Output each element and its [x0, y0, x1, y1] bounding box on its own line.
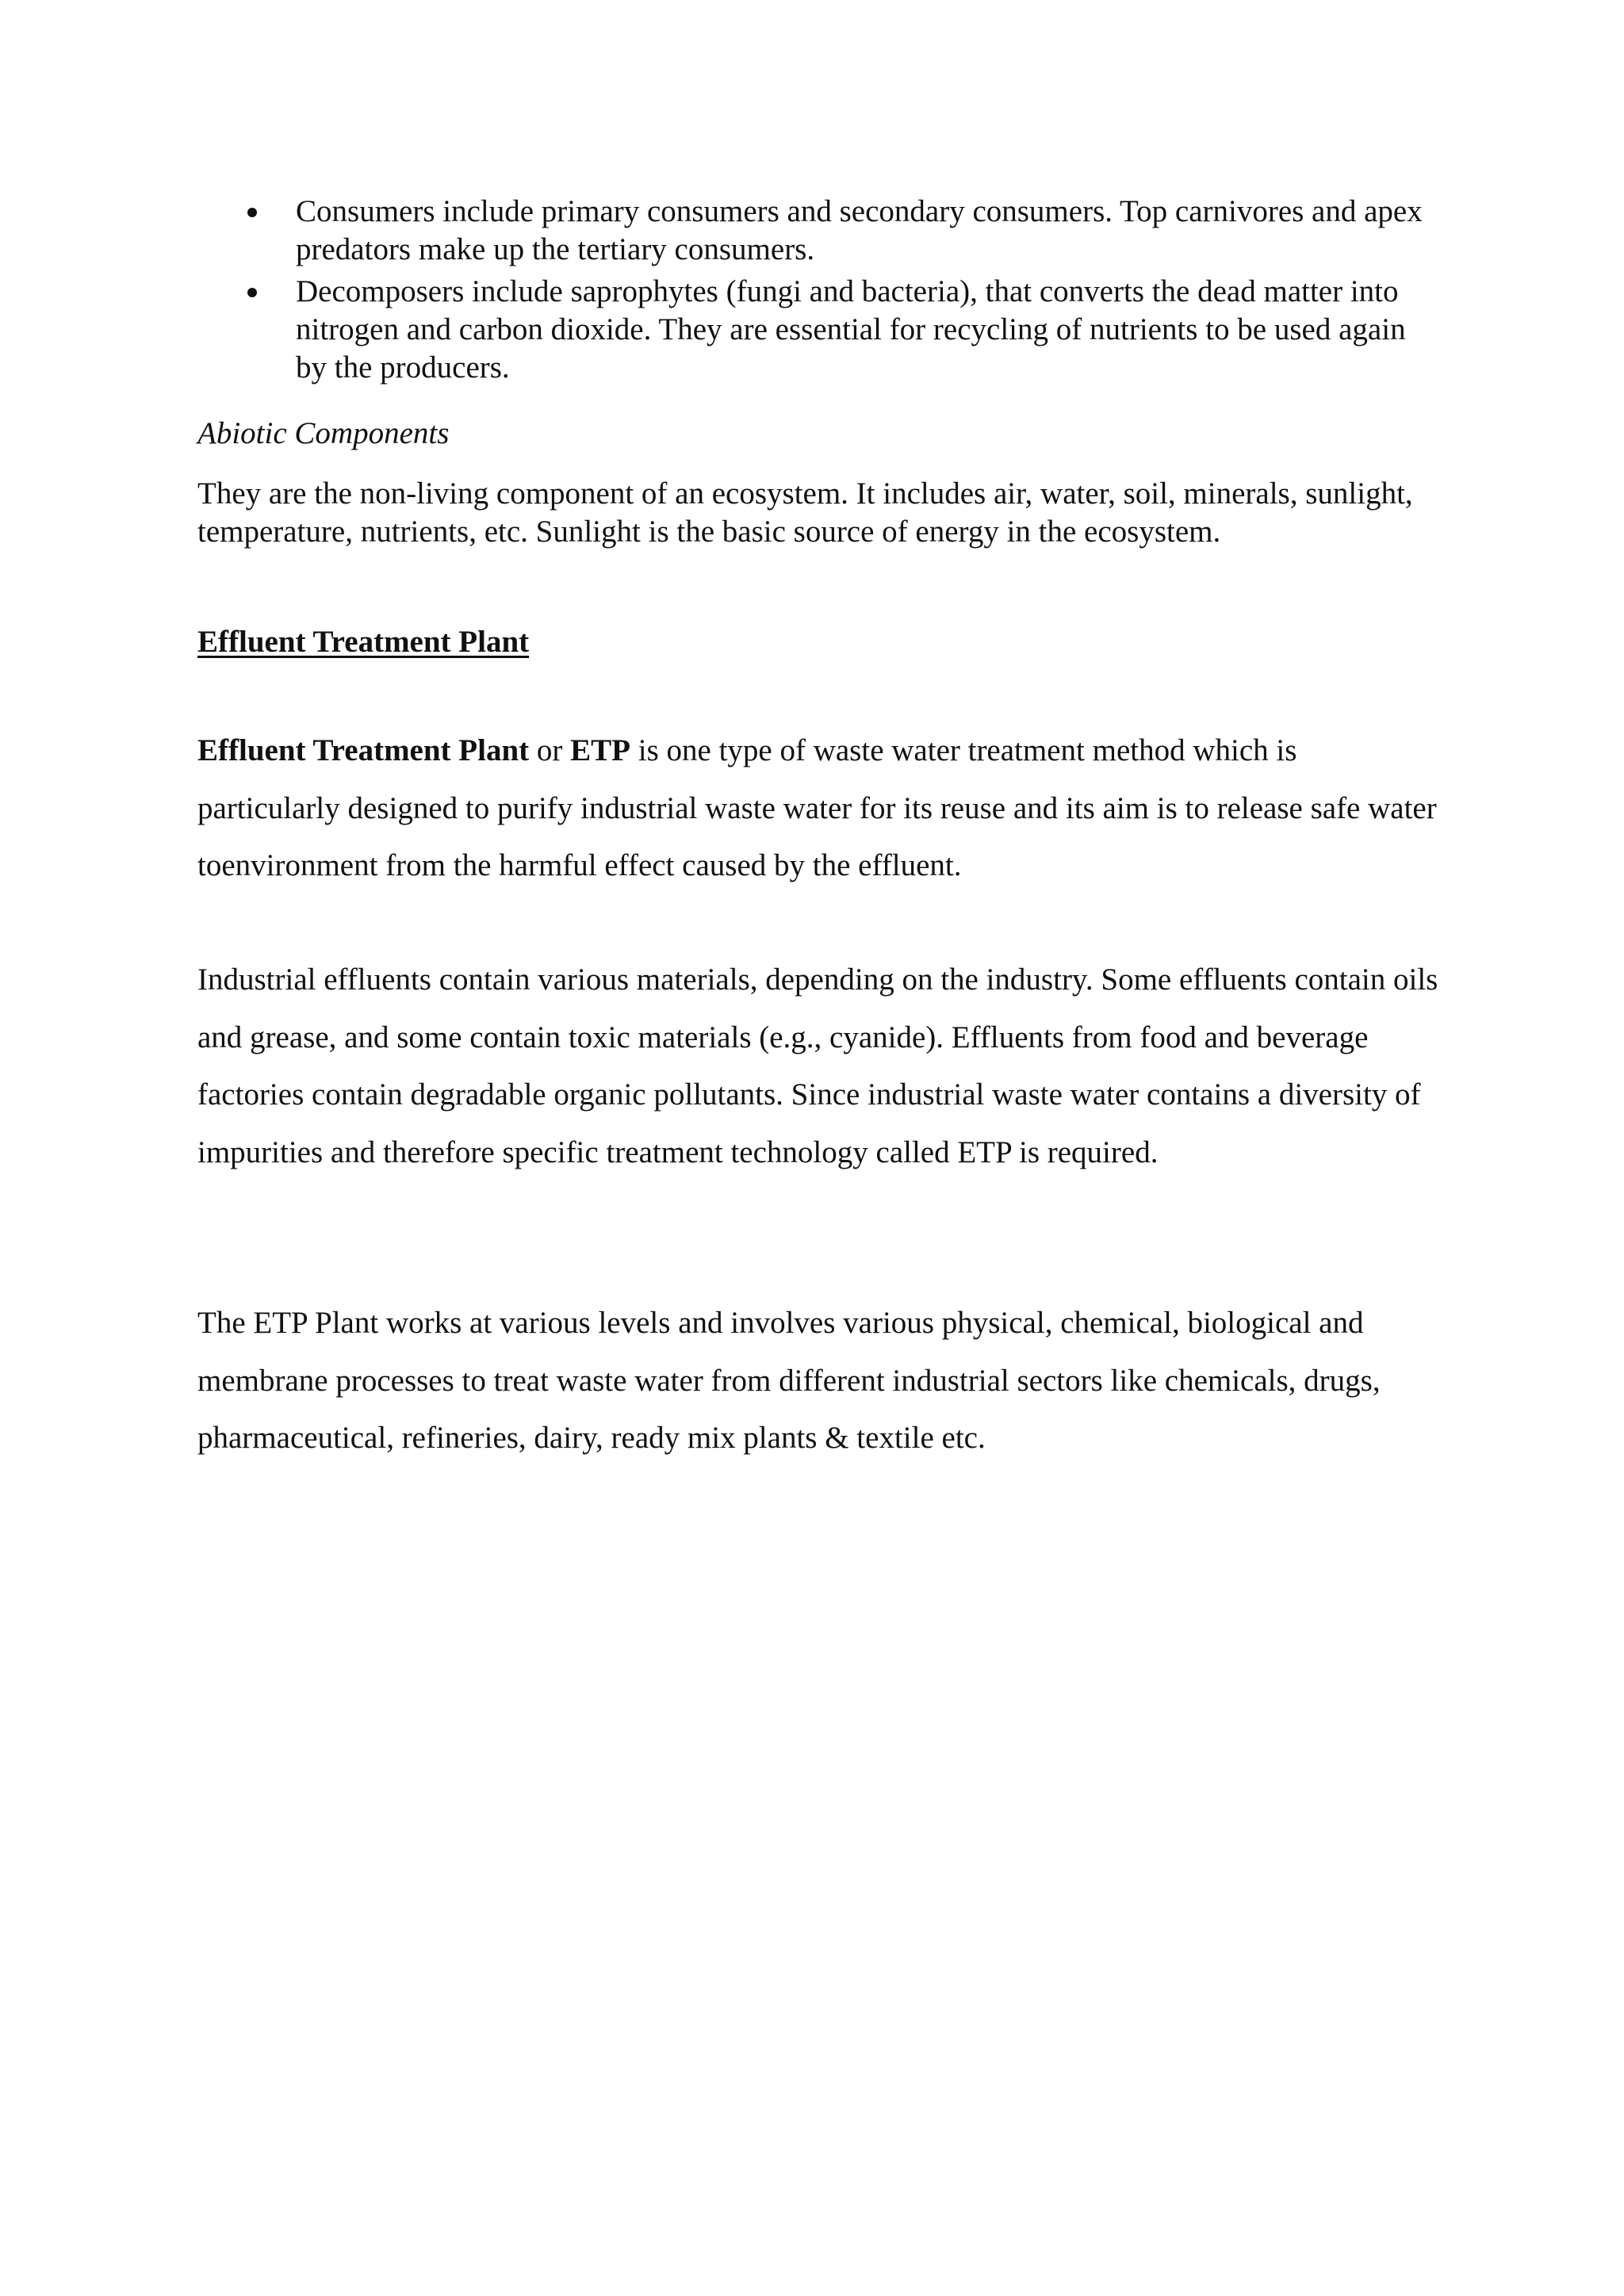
etp-abbreviation: ETP — [570, 733, 630, 767]
industrial-effluents-paragraph: Industrial effluents contain various materials, depending on the industry. Some effluents contain oils and grease, and some contain toxic materials (e.g., cyanide). Effluents from food and beverage factories contain degradable organic pollutants. Since industrial waste water contains a diversity of impurities and therefore specific treatment technology called ETP is required. — [197, 962, 1438, 1169]
consumer-bullet-list — [197, 193, 1442, 387]
etp-intro-rest: is one type of waste water treatment method which is particularly designed to purify industrial waste water for its reuse and its aim is to release safe water toenvironment from the harmful effect caused by the effluent. — [197, 733, 1437, 882]
etp-term: Effluent Treatment Plant — [197, 733, 530, 767]
section-title-etp: Effluent Treatment Plant — [197, 625, 530, 659]
list-item — [197, 193, 1442, 269]
bullet-text-decomposers: Decomposers include saprophytes (fungi and bacteria), that converts the dead matter into nitrogen and carbon dioxide. They are essential for recycling of nutrients to be used again by the producers. — [296, 274, 1406, 385]
bullet-text-consumers: Consumers include primary consumers and secondary consumers. Top carnivores and apex predators make up the tertiary consumers. — [296, 194, 1423, 266]
abiotic-paragraph: They are the non-living component of an ecosystem. It includes air, water, soil, minerals, sunlight, temperature, nutrients, etc. Sunlight is the basic source of energy in the ecosystem. — [197, 476, 1413, 549]
etp-intro-paragraph — [197, 722, 1442, 895]
bullet-icon — [247, 288, 257, 297]
etp-or-text: or — [529, 733, 571, 767]
bullet-icon — [247, 208, 257, 217]
etp-processes-paragraph: The ETP Plant works at various levels and involves various physical, chemical, biological and membrane processes to treat waste water from different industrial sectors like chemicals, drugs, pharmaceutical, refineries, dairy, ready mix plants & textile etc. — [197, 1306, 1381, 1455]
list-item — [197, 273, 1442, 387]
abiotic-heading: Abiotic Components — [197, 416, 450, 450]
